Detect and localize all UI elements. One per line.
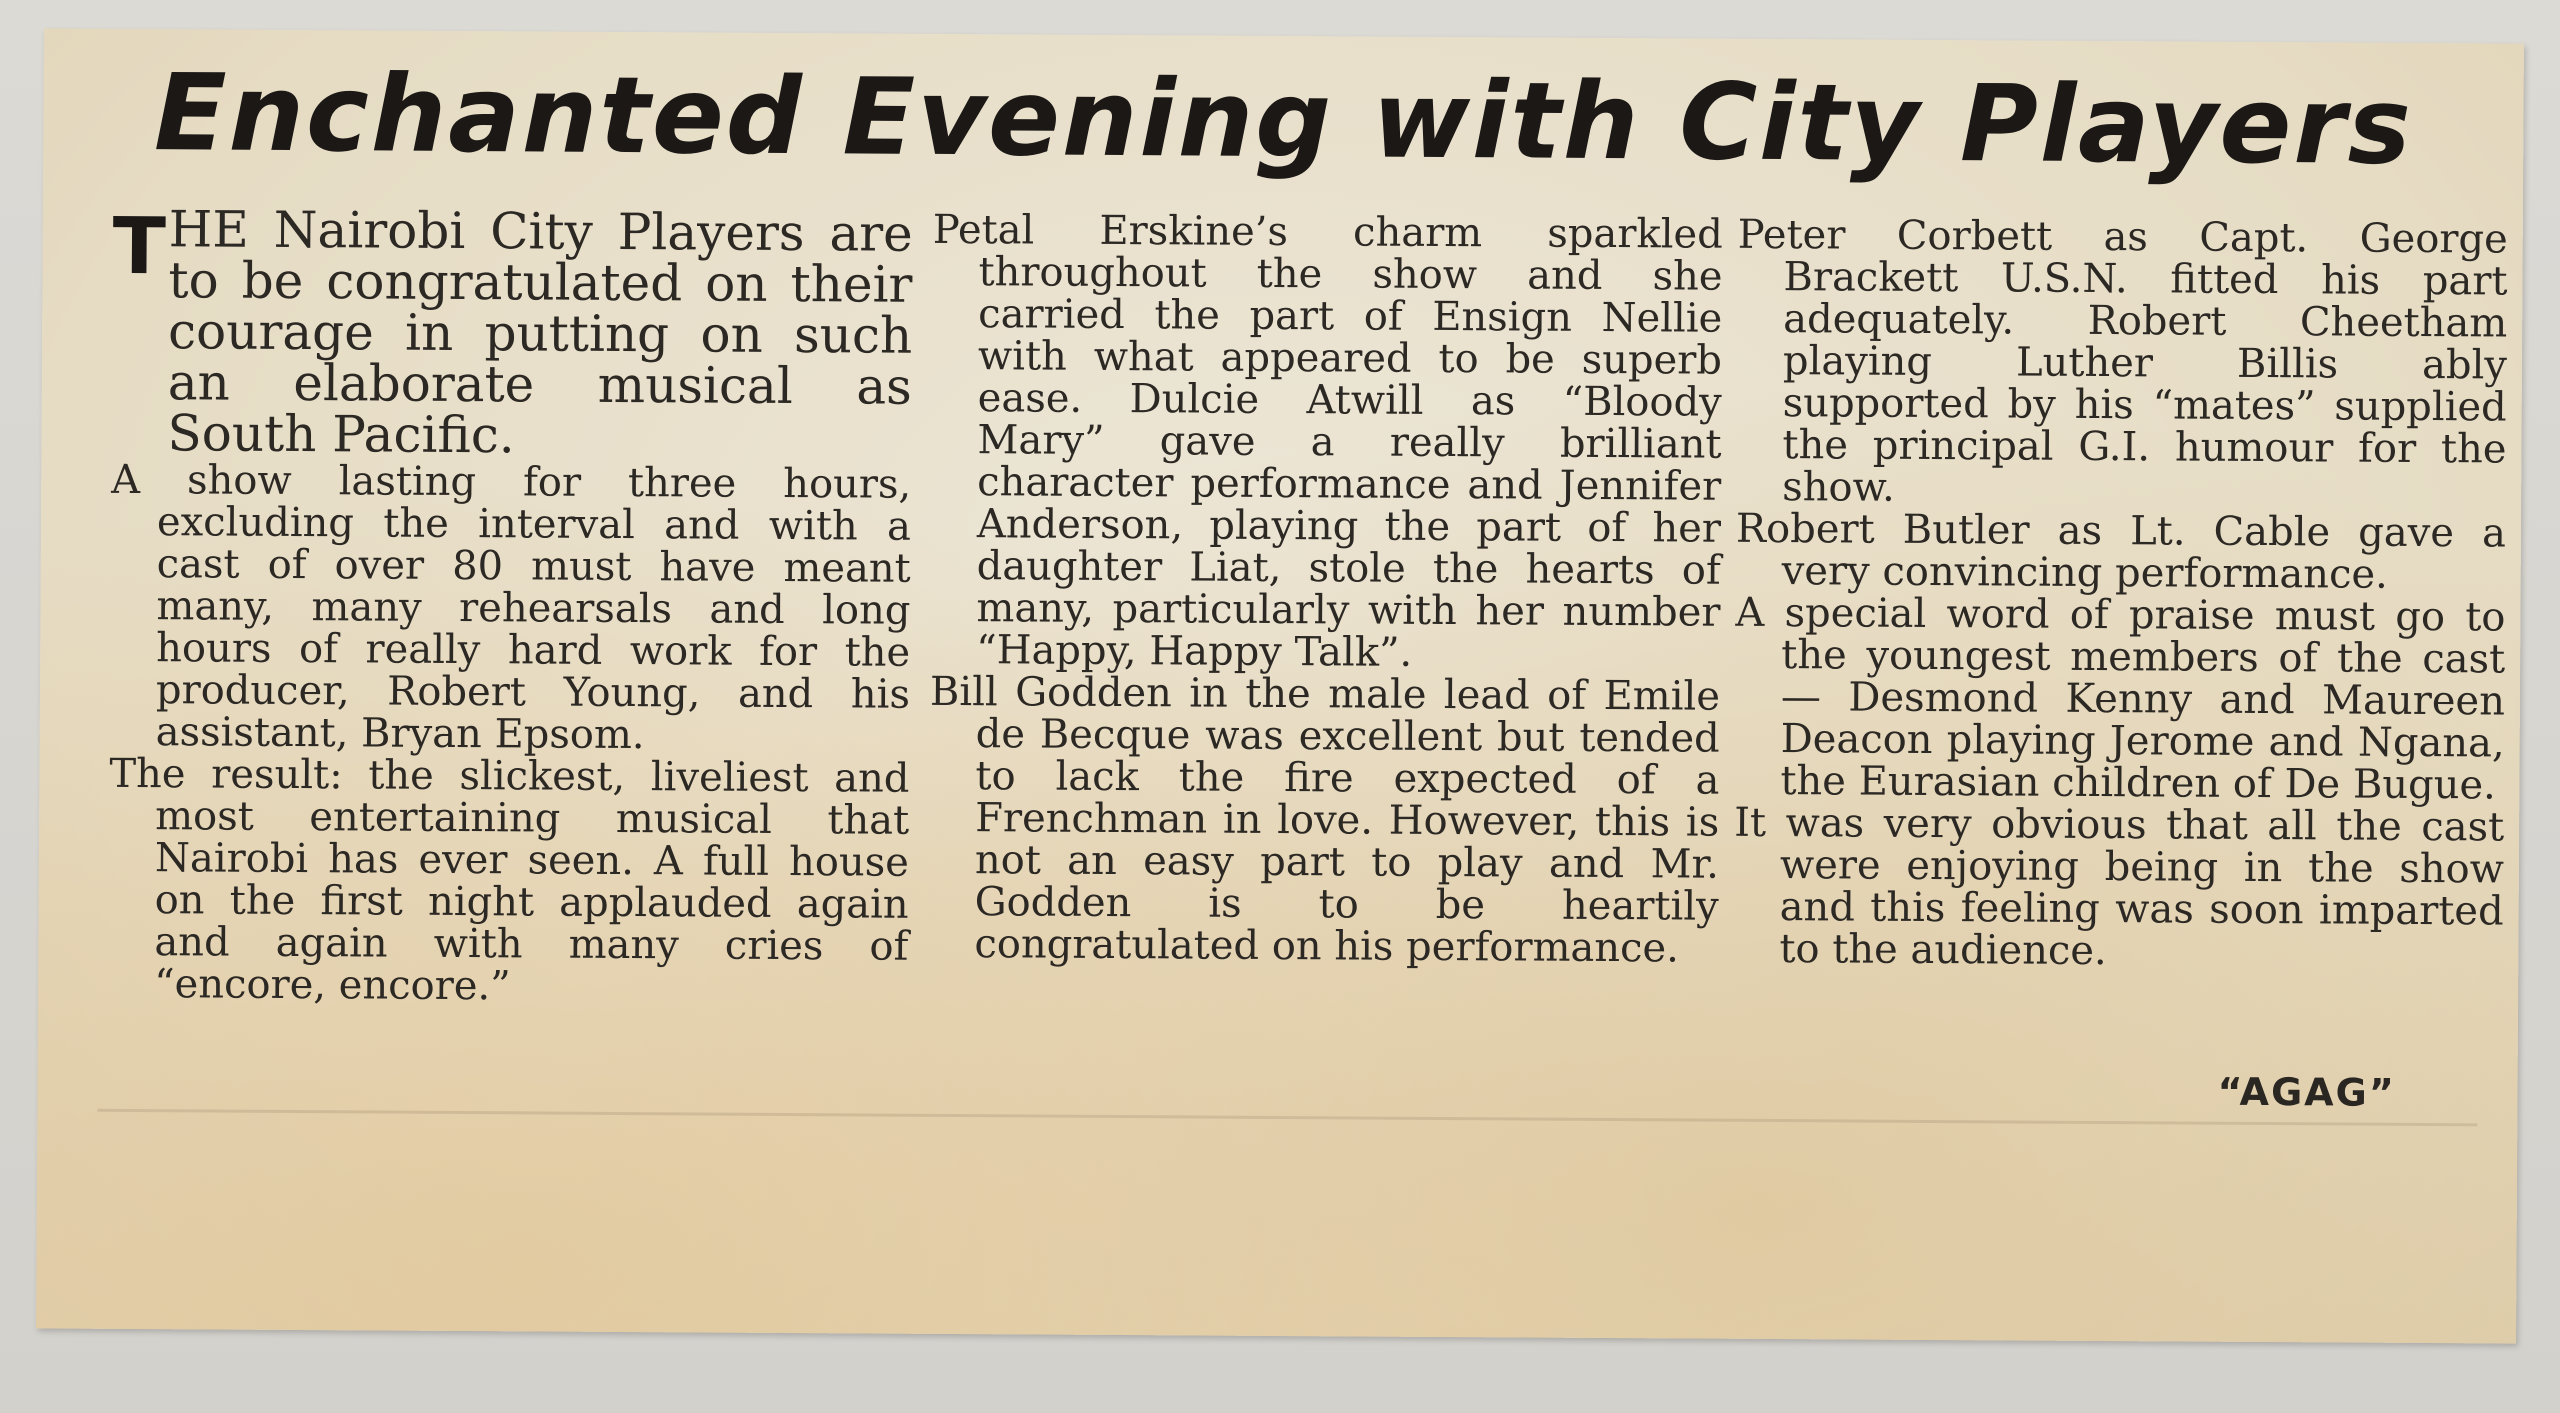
column-1: [108, 200, 913, 1010]
newspaper-clipping: [36, 28, 2524, 1343]
paragraph: Peter Corbett as Capt. George Brackett U.S.N. fitted his part adequately. Robert Cheetham playing Luther Billis ably supported by his “mates” supplied the principal G.I. humour for the show.: [1737, 211, 2508, 511]
paragraph: It was very obvious that all the cast were enjoying being in the show and this feeling was soon imparted to the audience.: [1734, 799, 2505, 975]
column-2: [928, 206, 1723, 972]
byline-signature: “AGAG”: [2217, 1069, 2396, 1115]
drop-cap: T: [112, 201, 167, 293]
paragraph: The result: the slickest, liveliest and most entertaining musical that Nairobi has ever seen. A full house on the first night applauded again and again with many cries of “encore, encore.”: [109, 750, 910, 1010]
lead-text: HE Nairobi City Players are to be congratulated on their courage in putting on such an elaborate musical as South Pacific.: [167, 200, 913, 465]
column-3: [1733, 211, 2508, 975]
paragraph: A show lasting for three hours, excluding the interval and with a cast of over 80 must have meant many, many rehearsals and long hours of really hard work for the producer, Robert Young, and his assistant, Bryan Epsom.: [111, 456, 912, 759]
paragraph: A special word of praise must go to the youngest members of the cast — Desmond Kenny and Maureen Deacon playing Jerome and Ngana, the Eurasian children of De Bugue.: [1735, 589, 2506, 809]
lead-paragraph: [111, 200, 913, 465]
faint-fold-line: [97, 1109, 2477, 1127]
paragraph: Robert Butler as Lt. Cable gave a very convincing performance.: [1735, 505, 2507, 598]
paragraph: Petal Erskine’s charm sparkled throughout the show and she carried the part of Ensign Nellie with what appeared to be superb ease. Dulcie Atwill as “Bloody Mary” gave a really brilliant character performance and Jennifer Anderson, playing the part of her daughter Liat, stole the hearts of many, particularly with her number “Happy, Happy Talk”.: [932, 206, 1723, 676]
headline: Enchanted Evening with City Players: [153, 51, 2414, 188]
paragraph: Bill Godden in the male lead of Emile de Becque was excellent but tended to lack the fire expected of a Frenchman in love. However, this is not an easy part to play and Mr. Godden is to be heartily congratulated on his performance.: [929, 668, 1721, 972]
